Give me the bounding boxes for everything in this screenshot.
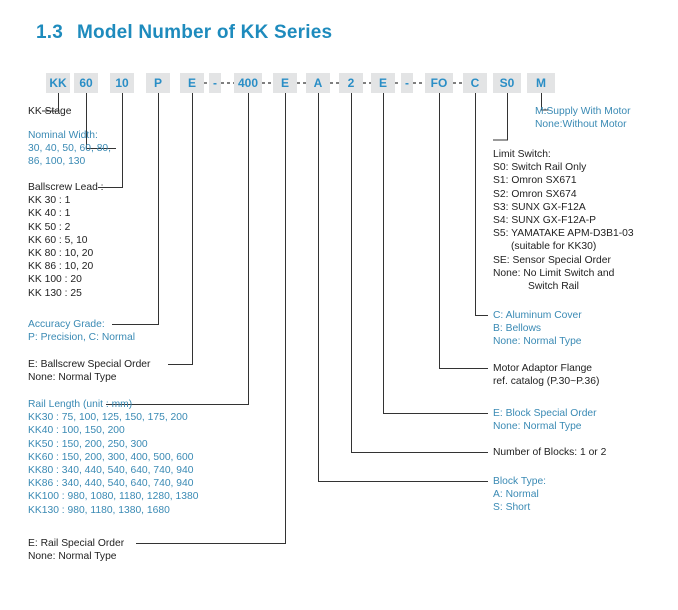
segment-block-special: E [371, 73, 395, 93]
segment-ballscrew-special: E [180, 73, 204, 93]
block-special-description: E: Block Special Order None: Normal Type [493, 408, 597, 433]
limit-switch-description: Limit Switch: S0: Switch Rail Only S1: Omron SX671 S2: Omron SX674 S3: SUNX GX-F12A S4: SUNX GX-F12A-P S5: YAMATAKE APM-D3B1-03 (suitable for KK30) SE: Sensor Special Order None: No Limit Switch and Switch Rail [493, 149, 634, 293]
ballscrew-special-description: E: Ballscrew Special Order None: Normal Type [28, 359, 151, 384]
connector-cover [476, 93, 489, 316]
cover-description: C: Aluminum Cover B: Bellows None: Normal Type [493, 310, 582, 348]
segment-ballscrew-lead: 10 [110, 73, 134, 93]
nominal-width-description: Nominal Width: 30, 40, 50, 60, 80, 86, 100, 130 [28, 130, 112, 168]
segment-motor: M [527, 73, 555, 93]
motor-description: M:Supply With Motor None:Without Motor [535, 106, 631, 131]
connector-motor-flange [440, 93, 489, 369]
rail-length-description: Rail Length (unit : mm) KK30 : 75, 100, 125, 150, 175, 200 KK40 : 100, 150, 200 KK50 : 150, 200, 250, 300 KK60 : 150, 200, 300, 400, 500, 600 KK80 : 340, 440, 540, 640, 740, 940 KK86 : 340, 440, 540, 640, 740, 940 KK100 : 980, 1080, 1180, 1280, 1380 KK130 : 980, 1180, 1380, 1680 [28, 399, 199, 516]
accuracy-grade-description: Accuracy Grade: P: Precision, C: Normal [28, 319, 136, 344]
segment-nominal-width: 60 [74, 73, 98, 93]
segment-series: KK [46, 73, 70, 93]
segment-motor-flange: FO [425, 73, 453, 93]
segment-block-type: A [306, 73, 330, 93]
segment-dash: - [209, 73, 221, 93]
block-type-description: Block Type: A: Normal S: Short [493, 476, 547, 514]
section-number: 1.3 [36, 22, 64, 43]
segment-limit-switch: S0 [493, 73, 521, 93]
stage-description: KK Stage [28, 106, 72, 117]
connector-limit-switch [493, 93, 508, 140]
connector-ballscrew-special [168, 93, 193, 365]
rail-special-description: E: Rail Special Order None: Normal Type [28, 538, 125, 563]
segment-number-of-blocks: 2 [339, 73, 363, 93]
connector-block-type [319, 93, 489, 482]
connector-accuracy-grade [112, 93, 159, 325]
segment-rail-length: 400 [234, 73, 262, 93]
section-title-text: Model Number of KK Series [77, 22, 333, 43]
number-of-blocks-description: Number of Blocks: 1 or 2 [493, 447, 607, 458]
segment-cover: C [463, 73, 487, 93]
connector-number-of-blocks [352, 93, 489, 453]
ballscrew-lead-description: Ballscrew Lead : KK 30 : 1 KK 40 : 1 KK 50 : 2 KK 60 : 5, 10 KK 80 : 10, 20 KK 86 : 10, 20 KK 100 : 20 KK 130 : 25 [28, 182, 104, 299]
segment-rail-special: E [273, 73, 297, 93]
connector-block-special [384, 93, 489, 414]
segment-accuracy-grade: P [146, 73, 170, 93]
motor-flange-description: Motor Adaptor Flange ref. catalog (P.30~P.36) [493, 363, 600, 388]
segment-dash: - [401, 73, 413, 93]
